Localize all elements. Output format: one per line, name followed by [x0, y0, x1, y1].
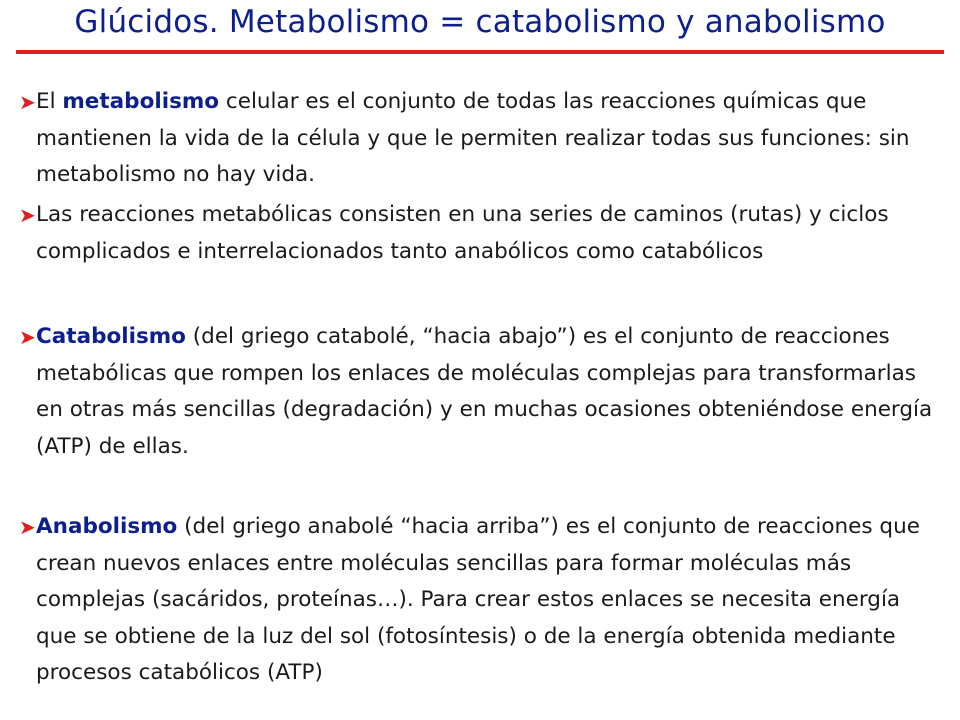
bullet-body: Las reacciones metabólicas consisten en una series de caminos (rutas) y ciclos complicados e interrelacionados tanto anabólicos como catabólicos [36, 202, 889, 264]
bullet-text [36, 84, 944, 194]
slide-title: Glúcidos. Metabolismo = catabolismo y anabolismo [74, 4, 886, 40]
bullet-text [36, 509, 944, 692]
bullet-anabolismo [14, 509, 944, 692]
arrow-icon: ➤ [19, 203, 36, 227]
bullet-metabolismo [14, 84, 944, 194]
arrow-icon: ➤ [19, 90, 36, 114]
bullet-keyword: Catabolismo [36, 324, 186, 349]
bullet-catabolismo [14, 319, 944, 465]
bullet-keyword: Anabolismo [36, 514, 178, 539]
title-underline [16, 50, 944, 54]
bullet-body: (del griego anabolé “hacia arriba”) es el conjunto de reacciones que crean nuevos enlaces entre moléculas sencillas para formar moléculas más complejas (sacáridos, proteínas…). Para crear estos enlaces se necesita energía que se obtiene de la luz del sol (fotosíntesis) o de la energía obtenida mediante procesos catabólicos (ATP) [36, 514, 920, 685]
bullet-keyword: metabolismo [62, 89, 220, 114]
bullet-prefix: El [36, 89, 63, 114]
bullet-body: (del griego catabolé, “hacia abajo”) es el conjunto de reacciones metabólicas que rompen los enlaces de moléculas complejas para transformarlas en otras más sencillas (degradación) y en muchas ocasiones obteniéndose energía (ATP) de ellas. [36, 324, 933, 459]
bullet-body: celular es el conjunto de todas las reacciones químicas que mantienen la vida de la célula y que le permiten realizar todas sus funciones: sin metabolismo no hay vida. [36, 89, 910, 187]
bullet-text [36, 319, 944, 465]
arrow-icon: ➤ [19, 515, 36, 539]
arrow-icon: ➤ [19, 325, 36, 349]
bullet-text [36, 197, 944, 270]
bullet-reacciones [14, 197, 944, 270]
